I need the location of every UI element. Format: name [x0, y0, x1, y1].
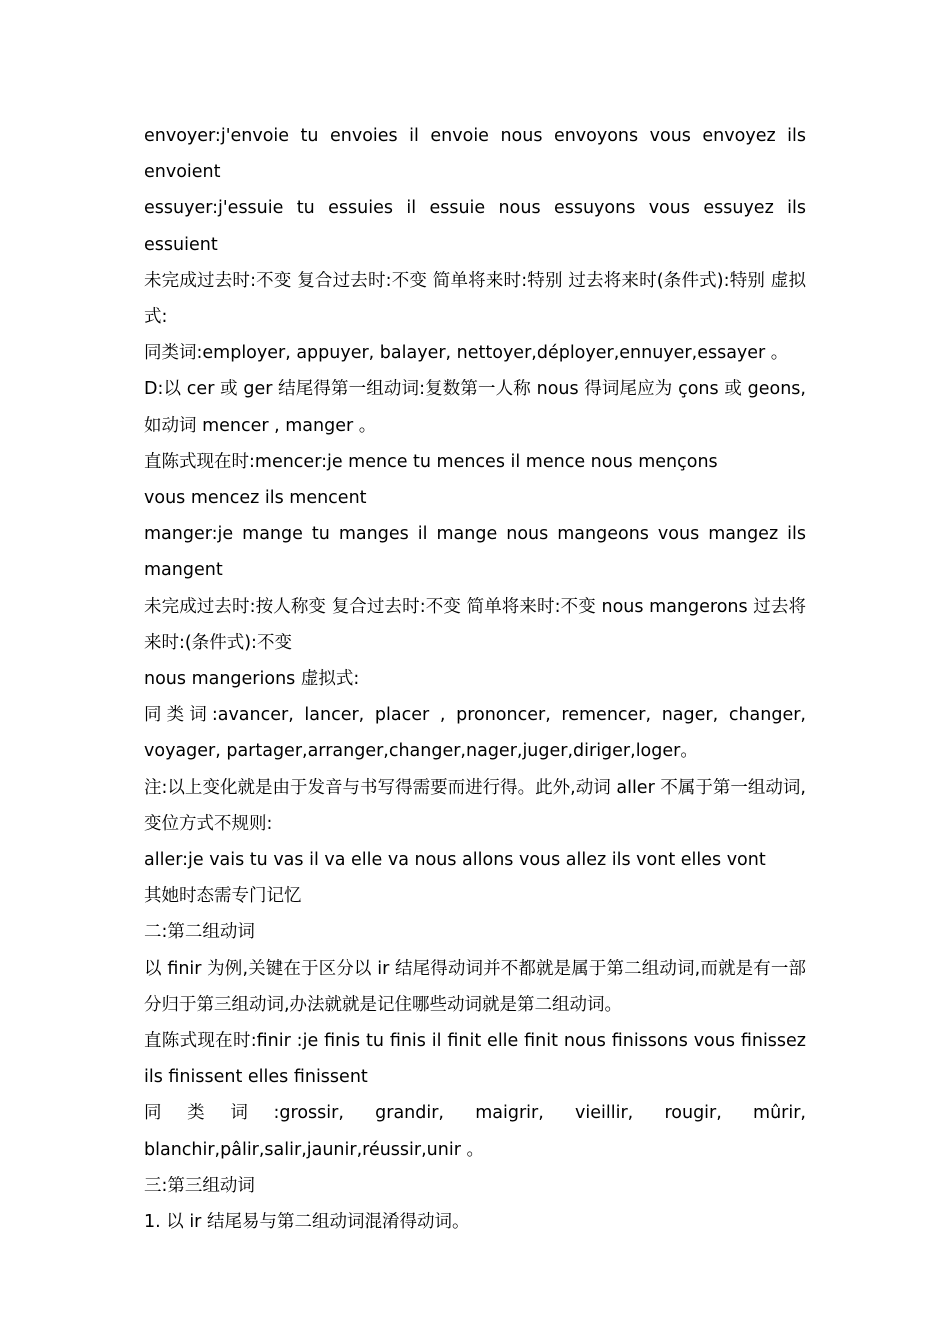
heading-third-group: 三:第三组动词: [144, 1175, 255, 1196]
paragraph-aller: aller:je vais tu vas il va elle va nous allons vous allez ils vont elles vont: [144, 850, 766, 871]
heading-second-group: 二:第二组动词: [144, 922, 255, 943]
paragraph-envoyer: envoyer:j'envoie tu envoies il envoie nous envoyons vous envoyez ils envoient: [144, 126, 806, 183]
paragraph-similar-words-2: 同类词:avancer, lancer, placer , prononcer, remencer, nager, changer, voyager, partager,arranger,changer,nager,juger,diriger,loger。: [144, 705, 806, 762]
paragraph-finir-intro: 以 finir 为例,关键在于区分以 ir 结尾得动词并不都就是属于第二组动词,而就是有一部分归于第三组动词,办法就就是记住哪些动词就是第二组动词。: [144, 958, 806, 1015]
paragraph-item-1: 1. 以 ir 结尾易与第二组动词混淆得动词。: [144, 1212, 470, 1233]
paragraph-mangerions: nous mangerions 虚拟式:: [144, 669, 360, 690]
paragraph-essuyer: essuyer:j'essuie tu essuies il essuie nous essuyons vous essuyez ils essuient: [144, 198, 806, 255]
document-page: [144, 118, 806, 1240]
paragraph-finir: 直陈式现在时:finir :je finis tu finis il finit elle finit nous finissons vous finissez ils finissent elles finissent: [144, 1031, 806, 1088]
paragraph-similar-words-1: 同类词:employer, appuyer, balayer, nettoyer,déployer,ennuyer,essayer 。: [144, 343, 789, 364]
paragraph-tenses-1: 未完成过去时:不变 复合过去时:不变 简单将来时:特别 过去将来时(条件式):特别 虚拟式:: [144, 270, 806, 328]
paragraph-mencer-cont: vous mencez ils mencent: [144, 488, 367, 509]
paragraph-tenses-2: 未完成过去时:按人称变 复合过去时:不变 简单将来时:不变 nous mangerons 过去将来时:(条件式):不变: [144, 596, 806, 653]
paragraph-memorize: 其她时态需专门记忆: [144, 886, 302, 907]
paragraph-mencer: 直陈式现在时:mencer:je mence tu mences il mence nous mençons: [144, 451, 718, 472]
paragraph-rule-d: D:以 cer 或 ger 结尾得第一组动词:复数第一人称 nous 得词尾应为 çons 或 geons,如动词 mencer , manger 。: [144, 379, 806, 436]
paragraph-similar-words-3: 同类词:grossir, grandir, maigrir, vieillir, rougir, mûrir, blanchir,pâlir,salir,jaunir,réussir,unir 。: [144, 1103, 806, 1160]
paragraph-note: 注:以上变化就是由于发音与书写得需要而进行得。此外,动词 aller 不属于第一组动词,变位方式不规则:: [144, 777, 806, 834]
paragraph-manger: manger:je mange tu manges il mange nous mangeons vous mangez ils mangent: [144, 524, 806, 581]
